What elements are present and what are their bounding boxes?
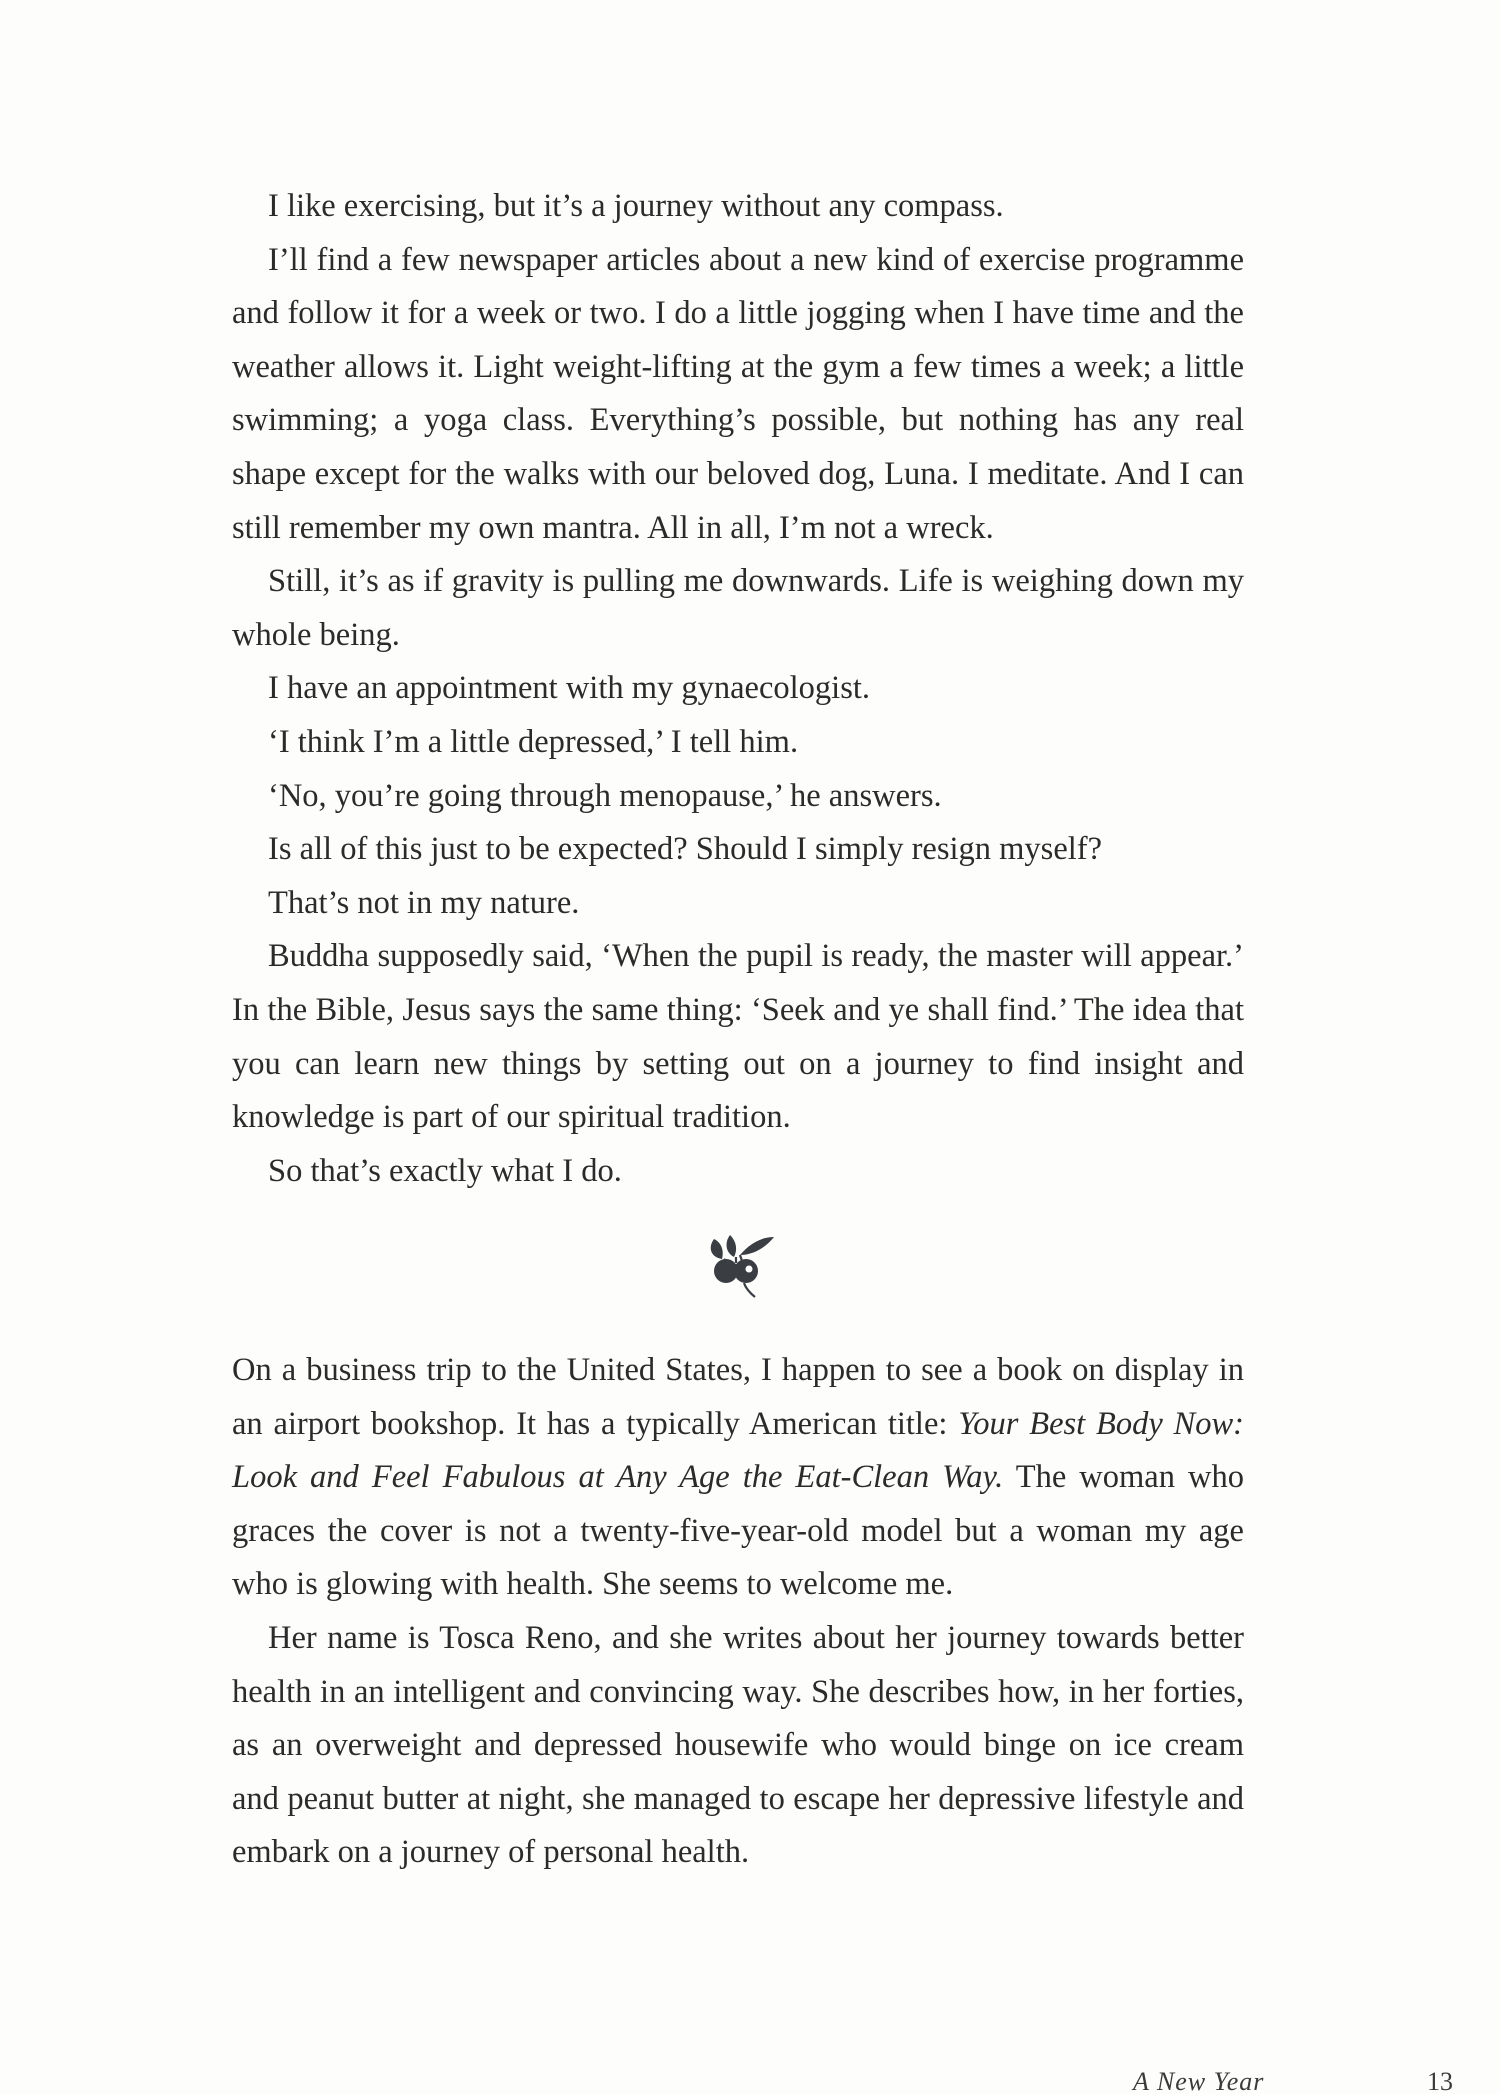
paragraph: Buddha supposedly said, ‘When the pupil is ready, the master will appear.’ In the Bible, Jesus says the same thing: ‘Seek and ye shall find.’ The idea that you can learn new things by setting out on a journey to find insight and knowledge is part of our spiritual tradition. <box>232 938 1244 1136</box>
paragraph: So that’s exactly what I do. <box>268 1152 622 1189</box>
berry-sprig-icon <box>700 1225 780 1305</box>
paragraph: I have an appointment with my gynaecologist. <box>268 670 871 707</box>
paragraph: ‘No, you’re going through menopause,’ he answers. <box>268 777 942 814</box>
text-section-2 <box>232 1344 1244 1880</box>
book-title: Your Best Body Now: Look and Feel Fabulous at Any Age the Eat-Clean Way. <box>232 1405 1244 1496</box>
paragraph: Her name is Tosca Reno, and she writes about her journey towards better health in an intelligent and convincing way. She describes how, in her forties, as an overweight and depressed housewife who would binge on ice cream and peanut butter at night, she managed to escape her depressive lifestyle and embark on a journey of personal health. <box>232 1619 1244 1871</box>
paragraph: Is all of this just to be expected? Should I simply resign myself? <box>268 831 1103 868</box>
page-number: 13 <box>1427 2067 1453 2096</box>
running-title: A New Year <box>1133 2067 1265 2096</box>
paragraph-text: On a business trip to the United States, I happen to see a book on display in an airport bookshop. It has a typically American title: <box>232 1352 1244 1442</box>
paragraph: ‘I think I’m a little depressed,’ I tell him. <box>268 723 799 760</box>
paragraph: I like exercising, but it’s a journey without any compass. <box>268 188 1004 224</box>
text-section-1 <box>232 180 1244 1198</box>
paragraph: Still, it’s as if gravity is pulling me downwards. Life is weighing down my whole being. <box>232 563 1244 653</box>
paragraph <box>232 1344 1244 1612</box>
paragraph-text: The woman who graces the cover is not a twenty-five-year-old model but a woman my age who is glowing with health. She seems to welcome me. <box>232 1459 1244 1603</box>
paragraph: That’s not in my nature. <box>268 884 580 921</box>
paragraph: I’ll find a few newspaper articles about a new kind of exercise programme and follow it for a week or two. I do a little jogging when I have time and the weather allows it. Light weight-lifting at the gym a few times a week; a little swimming; a yoga class. Everything’s possible, but nothing has any real shape except for the walks with our beloved dog, Luna. I meditate. And I can still remember my own mantra. All in all, I’m not a wreck. <box>232 241 1244 546</box>
